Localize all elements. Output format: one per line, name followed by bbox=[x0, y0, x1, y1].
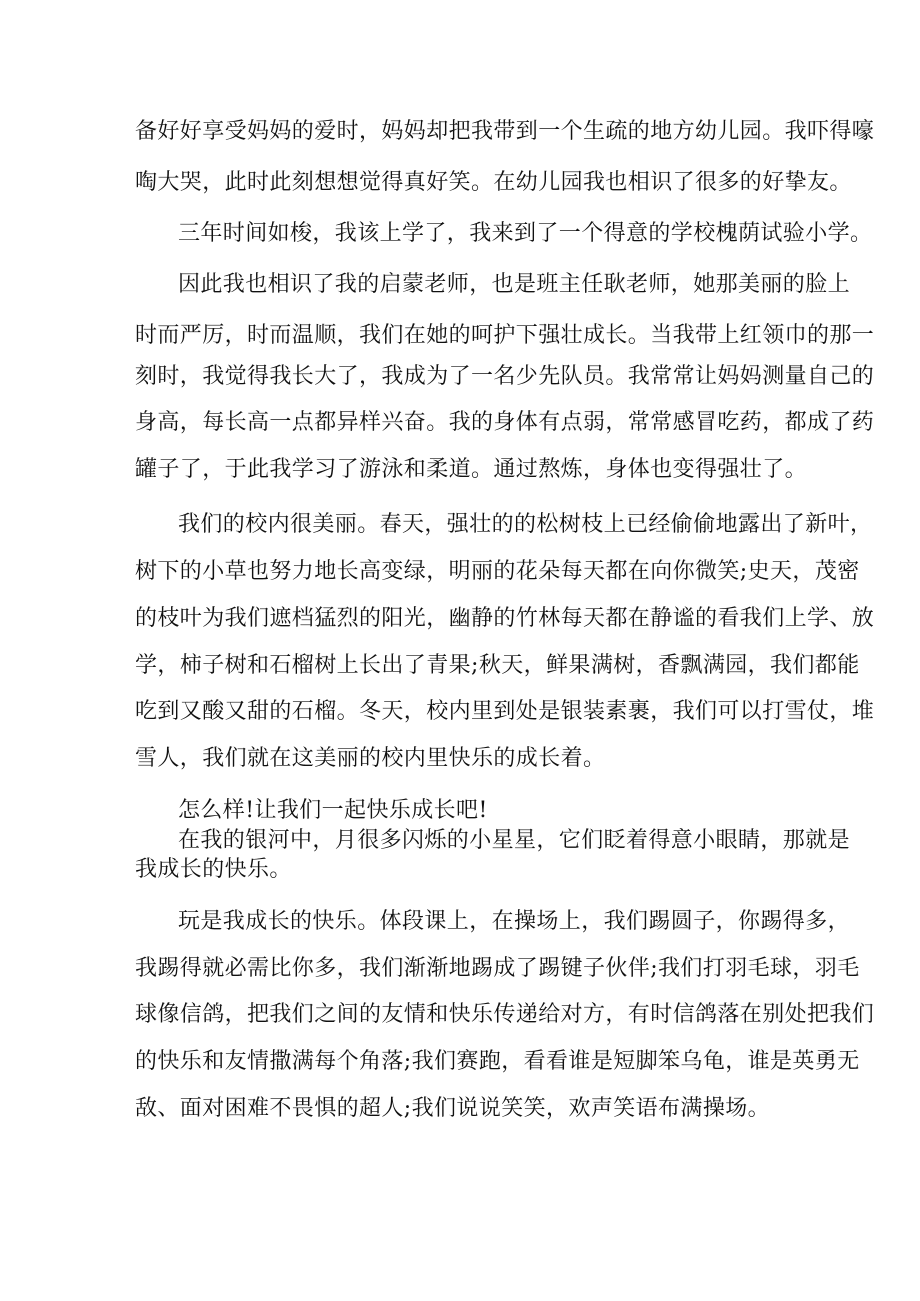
text-line: 备好好享受妈妈的爱时，妈妈却把我带到一个生疏的地方幼儿园。我吓得嚎 bbox=[135, 119, 875, 144]
text-line: 我们的校内很美丽。春天，强壮的的松树枝上已经偷偷地露出了新叶， bbox=[178, 512, 873, 537]
text-line: 时而严厉，时而温顺，我们在她的呵护下强壮成长。当我带上红领巾的那一 bbox=[135, 323, 875, 348]
text-line: 雪人，我们就在这美丽的校内里快乐的成长着。 bbox=[135, 746, 606, 771]
text-line: 树下的小草也努力地长高变绿，明丽的花朵每天都在向你微笑;史天，茂密 bbox=[135, 559, 860, 584]
text-line: 玩是我成长的快乐。体段课上，在操场上，我们踢圆子，你踢得多， bbox=[178, 909, 851, 934]
text-line: 在我的银河中，月很多闪烁的小星星，它们眨着得意小眼睛，那就是 bbox=[178, 828, 851, 853]
text-line: 罐子了，于此我学习了游泳和柔道。通过熬炼，身体也变得强壮了。 bbox=[135, 457, 808, 482]
text-line: 吃到又酸又甜的石榴。冬天，校内里到处是银装素裹，我们可以打雪仗，堆 bbox=[135, 699, 875, 724]
text-line: 的快乐和友情撒满每个角落;我们赛跑，看看谁是短脚笨乌龟，谁是英勇无 bbox=[135, 1049, 860, 1074]
text-line: 刻时，我觉得我长大了，我成为了一名少先队员。我常常让妈妈测量自己的 bbox=[135, 364, 875, 389]
text-line: 身高，每长高一点都异样兴奋。我的身体有点弱，常常感冒吃药，都成了药 bbox=[135, 410, 875, 435]
text-line: 怎么样!让我们一起快乐成长吧! bbox=[178, 798, 488, 823]
text-line: 啕大哭，此时此刻想想觉得真好笑。在幼儿园我也相识了很多的好挚友。 bbox=[135, 170, 852, 195]
text-line: 敌、面对困难不畏惧的超人;我们说说笑笑，欢声笑语布满操场。 bbox=[135, 1096, 771, 1121]
text-line: 三年时间如梭，我该上学了，我来到了一个得意的学校槐荫试验小学。 bbox=[178, 221, 873, 246]
text-line: 我成长的快乐。 bbox=[135, 857, 292, 882]
text-line: 球像信鸽，把我们之间的友情和快乐传递给对方，有时信鸽落在别处把我们 bbox=[135, 1002, 875, 1027]
text-line: 我踢得就必需比你多，我们渐渐地踢成了踢键子伙伴;我们打羽毛球，羽毛 bbox=[135, 956, 860, 981]
text-line: 的枝叶为我们遮档猛烈的阳光，幽静的竹林每天都在静谧的看我们上学、放 bbox=[135, 606, 875, 631]
text-line: 因此我也相识了我的启蒙老师，也是班主任耿老师，她那美丽的脸上 bbox=[178, 272, 851, 297]
text-line: 学，柿子树和石榴树上长出了青果;秋天，鲜果满树，香飘满园，我们都能 bbox=[135, 653, 860, 678]
